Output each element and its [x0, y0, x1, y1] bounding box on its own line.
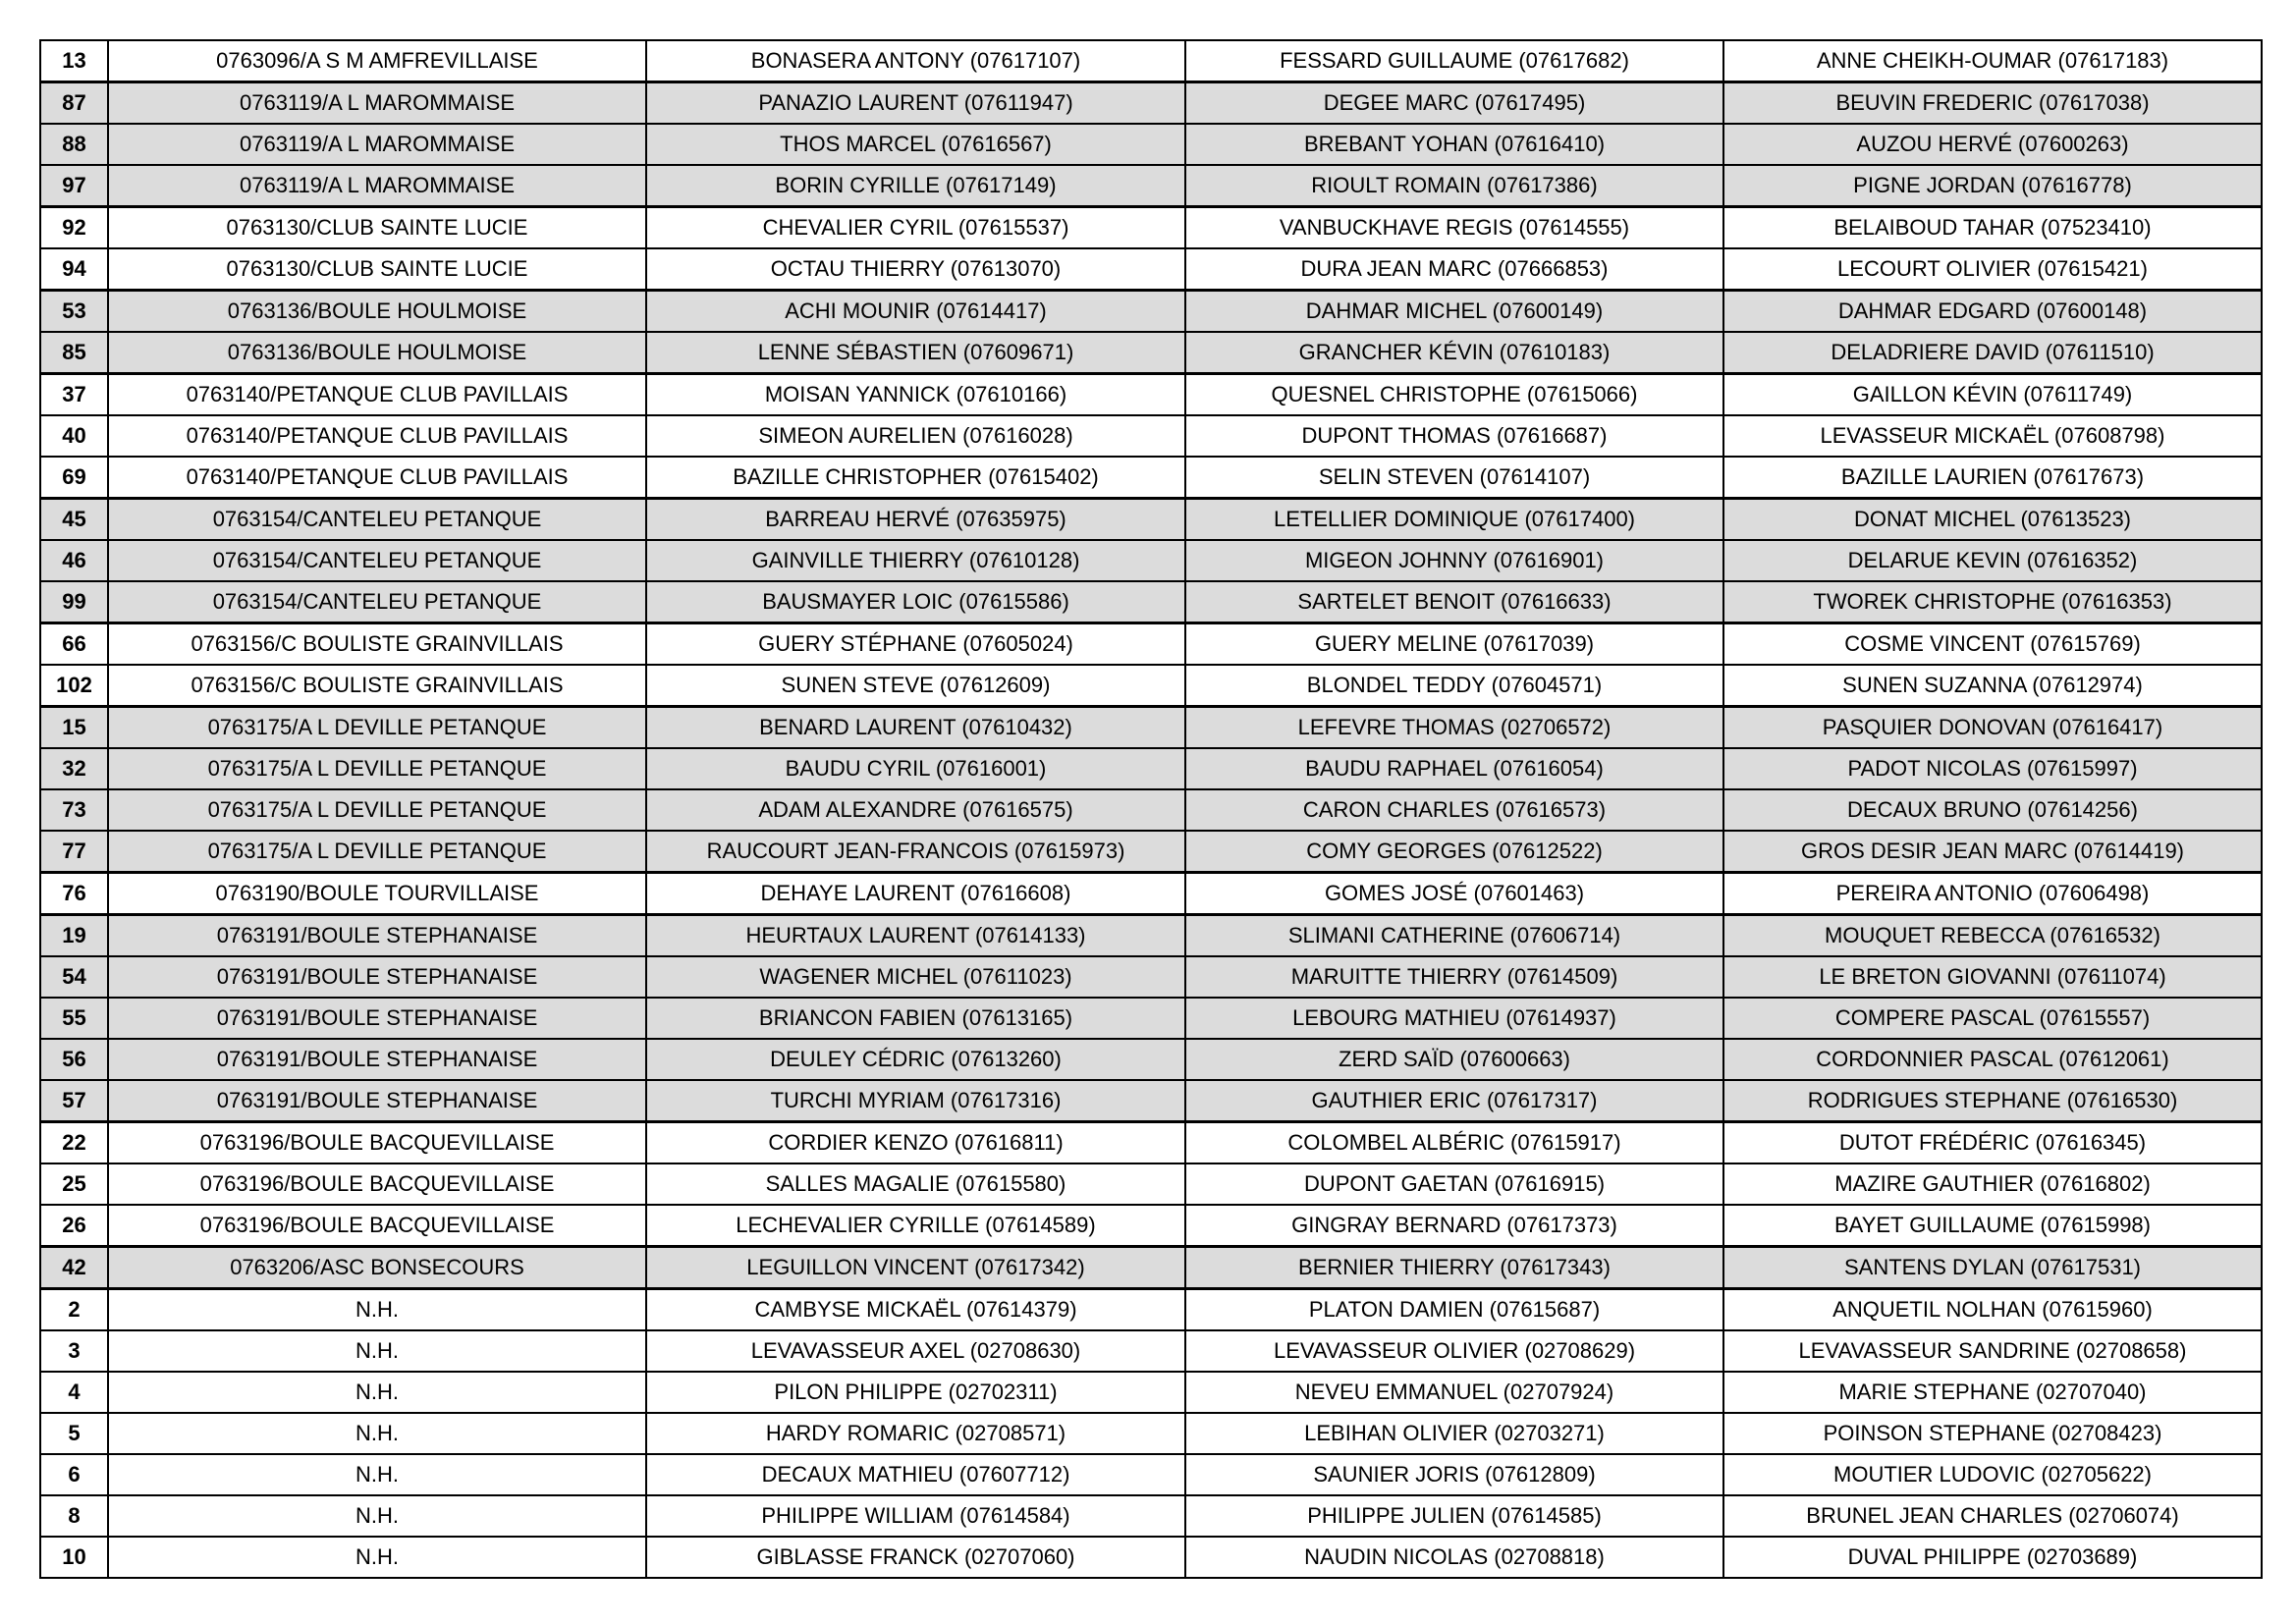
- player-3-cell: TWOREK CHRISTOPHE (07616353): [1723, 581, 2262, 623]
- player-1-cell: BAUDU CYRIL (07616001): [646, 748, 1185, 789]
- team-number-cell: 13: [40, 40, 108, 82]
- table-row: [40, 581, 2262, 623]
- player-3-cell: PEREIRA ANTONIO (07606498): [1723, 873, 2262, 915]
- player-3-cell: PADOT NICOLAS (07615997): [1723, 748, 2262, 789]
- player-1-cell: GIBLASSE FRANCK (02707060): [646, 1537, 1185, 1578]
- table-row: [40, 374, 2262, 416]
- club-cell: 0763130/CLUB SAINTE LUCIE: [108, 207, 646, 249]
- team-number-cell: 92: [40, 207, 108, 249]
- player-3-cell: AUZOU HERVÉ (07600263): [1723, 124, 2262, 165]
- player-2-cell: DUPONT THOMAS (07616687): [1185, 415, 1723, 457]
- club-cell: N.H.: [108, 1330, 646, 1372]
- table-row: [40, 789, 2262, 831]
- club-cell: 0763156/C BOULISTE GRAINVILLAIS: [108, 623, 646, 666]
- player-1-cell: SALLES MAGALIE (07615580): [646, 1163, 1185, 1205]
- club-cell: 0763190/BOULE TOURVILLAISE: [108, 873, 646, 915]
- team-number-cell: 37: [40, 374, 108, 416]
- player-2-cell: GINGRAY BERNARD (07617373): [1185, 1205, 1723, 1247]
- player-3-cell: LE BRETON GIOVANNI (07611074): [1723, 956, 2262, 998]
- player-1-cell: BENARD LAURENT (07610432): [646, 707, 1185, 749]
- player-3-cell: SUNEN SUZANNA (07612974): [1723, 665, 2262, 707]
- player-2-cell: COLOMBEL ALBÉRIC (07615917): [1185, 1122, 1723, 1164]
- team-number-cell: 42: [40, 1247, 108, 1289]
- teams-table-body: [40, 40, 2262, 1578]
- table-row: [40, 665, 2262, 707]
- club-cell: N.H.: [108, 1289, 646, 1331]
- player-1-cell: WAGENER MICHEL (07611023): [646, 956, 1185, 998]
- player-2-cell: CARON CHARLES (07616573): [1185, 789, 1723, 831]
- club-cell: N.H.: [108, 1495, 646, 1537]
- club-cell: 0763175/A L DEVILLE PETANQUE: [108, 789, 646, 831]
- club-cell: 0763175/A L DEVILLE PETANQUE: [108, 748, 646, 789]
- player-2-cell: BAUDU RAPHAEL (07616054): [1185, 748, 1723, 789]
- club-cell: 0763191/BOULE STEPHANAISE: [108, 956, 646, 998]
- club-cell: N.H.: [108, 1537, 646, 1578]
- player-1-cell: LEVAVASSEUR AXEL (02708630): [646, 1330, 1185, 1372]
- player-2-cell: LETELLIER DOMINIQUE (07617400): [1185, 499, 1723, 541]
- table-row: [40, 873, 2262, 915]
- team-number-cell: 19: [40, 915, 108, 957]
- player-1-cell: ACHI MOUNIR (07614417): [646, 291, 1185, 333]
- player-1-cell: PHILIPPE WILLIAM (07614584): [646, 1495, 1185, 1537]
- club-cell: 0763119/A L MAROMMAISE: [108, 82, 646, 125]
- club-cell: 0763154/CANTELEU PETANQUE: [108, 540, 646, 581]
- table-row: [40, 1122, 2262, 1164]
- player-1-cell: BARREAU HERVÉ (07635975): [646, 499, 1185, 541]
- club-cell: 0763140/PETANQUE CLUB PAVILLAIS: [108, 415, 646, 457]
- player-3-cell: LEVAVASSEUR SANDRINE (02708658): [1723, 1330, 2262, 1372]
- player-2-cell: GUERY MELINE (07617039): [1185, 623, 1723, 666]
- table-row: [40, 1330, 2262, 1372]
- player-1-cell: ADAM ALEXANDRE (07616575): [646, 789, 1185, 831]
- player-2-cell: NEVEU EMMANUEL (02707924): [1185, 1372, 1723, 1413]
- player-3-cell: DUTOT FRÉDÉRIC (07616345): [1723, 1122, 2262, 1164]
- player-3-cell: GROS DESIR JEAN MARC (07614419): [1723, 831, 2262, 873]
- player-3-cell: DECAUX BRUNO (07614256): [1723, 789, 2262, 831]
- player-3-cell: DAHMAR EDGARD (07600148): [1723, 291, 2262, 333]
- player-2-cell: GOMES JOSÉ (07601463): [1185, 873, 1723, 915]
- player-3-cell: BAYET GUILLAUME (07615998): [1723, 1205, 2262, 1247]
- team-number-cell: 40: [40, 415, 108, 457]
- player-3-cell: BAZILLE LAURIEN (07617673): [1723, 457, 2262, 499]
- player-2-cell: SELIN STEVEN (07614107): [1185, 457, 1723, 499]
- player-2-cell: DURA JEAN MARC (07666853): [1185, 248, 1723, 291]
- player-3-cell: COMPERE PASCAL (07615557): [1723, 998, 2262, 1039]
- club-cell: 0763206/ASC BONSECOURS: [108, 1247, 646, 1289]
- team-number-cell: 69: [40, 457, 108, 499]
- player-2-cell: GRANCHER KÉVIN (07610183): [1185, 332, 1723, 374]
- player-2-cell: LEBIHAN OLIVIER (02703271): [1185, 1413, 1723, 1454]
- table-row: [40, 1247, 2262, 1289]
- player-1-cell: THOS MARCEL (07616567): [646, 124, 1185, 165]
- table-row: [40, 165, 2262, 207]
- club-cell: 0763175/A L DEVILLE PETANQUE: [108, 707, 646, 749]
- player-1-cell: CHEVALIER CYRIL (07615537): [646, 207, 1185, 249]
- club-cell: 0763196/BOULE BACQUEVILLAISE: [108, 1205, 646, 1247]
- player-1-cell: MOISAN YANNICK (07610166): [646, 374, 1185, 416]
- team-number-cell: 97: [40, 165, 108, 207]
- player-3-cell: ANQUETIL NOLHAN (07615960): [1723, 1289, 2262, 1331]
- player-2-cell: ZERD SAÏD (07600663): [1185, 1039, 1723, 1080]
- club-cell: 0763196/BOULE BACQUEVILLAISE: [108, 1122, 646, 1164]
- player-2-cell: BERNIER THIERRY (07617343): [1185, 1247, 1723, 1289]
- player-2-cell: PLATON DAMIEN (07615687): [1185, 1289, 1723, 1331]
- club-cell: N.H.: [108, 1454, 646, 1495]
- player-3-cell: MAZIRE GAUTHIER (07616802): [1723, 1163, 2262, 1205]
- player-2-cell: LEFEVRE THOMAS (02706572): [1185, 707, 1723, 749]
- team-number-cell: 3: [40, 1330, 108, 1372]
- player-1-cell: LENNE SÉBASTIEN (07609671): [646, 332, 1185, 374]
- team-number-cell: 46: [40, 540, 108, 581]
- player-1-cell: BAUSMAYER LOIC (07615586): [646, 581, 1185, 623]
- team-number-cell: 26: [40, 1205, 108, 1247]
- player-3-cell: RODRIGUES STEPHANE (07616530): [1723, 1080, 2262, 1122]
- player-3-cell: DUVAL PHILIPPE (02703689): [1723, 1537, 2262, 1578]
- player-2-cell: LEBOURG MATHIEU (07614937): [1185, 998, 1723, 1039]
- player-2-cell: SARTELET BENOIT (07616633): [1185, 581, 1723, 623]
- player-2-cell: FESSARD GUILLAUME (07617682): [1185, 40, 1723, 82]
- player-1-cell: DECAUX MATHIEU (07607712): [646, 1454, 1185, 1495]
- player-3-cell: BEUVIN FREDERIC (07617038): [1723, 82, 2262, 125]
- player-3-cell: DELARUE KEVIN (07616352): [1723, 540, 2262, 581]
- table-row: [40, 707, 2262, 749]
- player-2-cell: BLONDEL TEDDY (07604571): [1185, 665, 1723, 707]
- club-cell: 0763191/BOULE STEPHANAISE: [108, 998, 646, 1039]
- player-1-cell: DEULEY CÉDRIC (07613260): [646, 1039, 1185, 1080]
- player-2-cell: SAUNIER JORIS (07612809): [1185, 1454, 1723, 1495]
- table-row: [40, 124, 2262, 165]
- table-row: [40, 1454, 2262, 1495]
- team-number-cell: 55: [40, 998, 108, 1039]
- team-number-cell: 56: [40, 1039, 108, 1080]
- club-cell: N.H.: [108, 1372, 646, 1413]
- club-cell: 0763191/BOULE STEPHANAISE: [108, 1080, 646, 1122]
- team-number-cell: 45: [40, 499, 108, 541]
- player-1-cell: BORIN CYRILLE (07617149): [646, 165, 1185, 207]
- table-row: [40, 540, 2262, 581]
- club-cell: 0763140/PETANQUE CLUB PAVILLAIS: [108, 457, 646, 499]
- team-number-cell: 22: [40, 1122, 108, 1164]
- player-3-cell: COSME VINCENT (07615769): [1723, 623, 2262, 666]
- player-2-cell: DEGEE MARC (07617495): [1185, 82, 1723, 125]
- table-row: [40, 40, 2262, 82]
- player-1-cell: LECHEVALIER CYRILLE (07614589): [646, 1205, 1185, 1247]
- table-row: [40, 457, 2262, 499]
- team-number-cell: 25: [40, 1163, 108, 1205]
- player-3-cell: MARIE STEPHANE (02707040): [1723, 1372, 2262, 1413]
- player-1-cell: CORDIER KENZO (07616811): [646, 1122, 1185, 1164]
- club-cell: 0763140/PETANQUE CLUB PAVILLAIS: [108, 374, 646, 416]
- club-cell: 0763136/BOULE HOULMOISE: [108, 332, 646, 374]
- team-number-cell: 5: [40, 1413, 108, 1454]
- player-2-cell: NAUDIN NICOLAS (02708818): [1185, 1537, 1723, 1578]
- club-cell: 0763130/CLUB SAINTE LUCIE: [108, 248, 646, 291]
- player-2-cell: PHILIPPE JULIEN (07614585): [1185, 1495, 1723, 1537]
- player-3-cell: MOUQUET REBECCA (07616532): [1723, 915, 2262, 957]
- club-cell: 0763154/CANTELEU PETANQUE: [108, 581, 646, 623]
- team-number-cell: 99: [40, 581, 108, 623]
- team-number-cell: 77: [40, 831, 108, 873]
- table-row: [40, 1372, 2262, 1413]
- player-3-cell: LEVASSEUR MICKAËL (07608798): [1723, 415, 2262, 457]
- club-cell: 0763096/A S M AMFREVILLAISE: [108, 40, 646, 82]
- player-1-cell: GUERY STÉPHANE (07605024): [646, 623, 1185, 666]
- player-3-cell: POINSON STEPHANE (02708423): [1723, 1413, 2262, 1454]
- player-1-cell: HEURTAUX LAURENT (07614133): [646, 915, 1185, 957]
- table-row: [40, 1080, 2262, 1122]
- team-number-cell: 57: [40, 1080, 108, 1122]
- table-row: [40, 291, 2262, 333]
- team-number-cell: 87: [40, 82, 108, 125]
- table-row: [40, 248, 2262, 291]
- table-row: [40, 332, 2262, 374]
- table-row: [40, 1413, 2262, 1454]
- team-number-cell: 66: [40, 623, 108, 666]
- player-1-cell: CAMBYSE MICKAËL (07614379): [646, 1289, 1185, 1331]
- player-1-cell: PILON PHILIPPE (02702311): [646, 1372, 1185, 1413]
- table-row: [40, 623, 2262, 666]
- table-row: [40, 831, 2262, 873]
- club-cell: 0763191/BOULE STEPHANAISE: [108, 915, 646, 957]
- player-1-cell: BAZILLE CHRISTOPHER (07615402): [646, 457, 1185, 499]
- teams-table: [39, 39, 2263, 1579]
- table-row: [40, 1537, 2262, 1578]
- table-row: [40, 1495, 2262, 1537]
- player-1-cell: GAINVILLE THIERRY (07610128): [646, 540, 1185, 581]
- player-1-cell: DEHAYE LAURENT (07616608): [646, 873, 1185, 915]
- player-1-cell: SUNEN STEVE (07612609): [646, 665, 1185, 707]
- player-3-cell: MOUTIER LUDOVIC (02705622): [1723, 1454, 2262, 1495]
- club-cell: 0763196/BOULE BACQUEVILLAISE: [108, 1163, 646, 1205]
- player-1-cell: BONASERA ANTONY (07617107): [646, 40, 1185, 82]
- table-row: [40, 1289, 2262, 1331]
- player-2-cell: BREBANT YOHAN (07616410): [1185, 124, 1723, 165]
- player-3-cell: BELAIBOUD TAHAR (07523410): [1723, 207, 2262, 249]
- player-2-cell: COMY GEORGES (07612522): [1185, 831, 1723, 873]
- player-1-cell: BRIANCON FABIEN (07613165): [646, 998, 1185, 1039]
- table-row: [40, 1163, 2262, 1205]
- table-row: [40, 915, 2262, 957]
- table-row: [40, 956, 2262, 998]
- team-number-cell: 10: [40, 1537, 108, 1578]
- team-number-cell: 94: [40, 248, 108, 291]
- team-number-cell: 4: [40, 1372, 108, 1413]
- player-1-cell: SIMEON AURELIEN (07616028): [646, 415, 1185, 457]
- table-row: [40, 998, 2262, 1039]
- team-number-cell: 76: [40, 873, 108, 915]
- player-1-cell: LEGUILLON VINCENT (07617342): [646, 1247, 1185, 1289]
- player-3-cell: ANNE CHEIKH-OUMAR (07617183): [1723, 40, 2262, 82]
- club-cell: 0763119/A L MAROMMAISE: [108, 124, 646, 165]
- table-row: [40, 748, 2262, 789]
- team-number-cell: 73: [40, 789, 108, 831]
- table-row: [40, 1205, 2262, 1247]
- club-cell: N.H.: [108, 1413, 646, 1454]
- player-2-cell: SLIMANI CATHERINE (07606714): [1185, 915, 1723, 957]
- player-3-cell: DELADRIERE DAVID (07611510): [1723, 332, 2262, 374]
- player-1-cell: RAUCOURT JEAN-FRANCOIS (07615973): [646, 831, 1185, 873]
- team-number-cell: 88: [40, 124, 108, 165]
- table-row: [40, 499, 2262, 541]
- player-3-cell: DONAT MICHEL (07613523): [1723, 499, 2262, 541]
- player-2-cell: RIOULT ROMAIN (07617386): [1185, 165, 1723, 207]
- player-2-cell: LEVAVASSEUR OLIVIER (02708629): [1185, 1330, 1723, 1372]
- table-row: [40, 1039, 2262, 1080]
- team-number-cell: 8: [40, 1495, 108, 1537]
- player-2-cell: MARUITTE THIERRY (07614509): [1185, 956, 1723, 998]
- player-2-cell: QUESNEL CHRISTOPHE (07615066): [1185, 374, 1723, 416]
- team-number-cell: 85: [40, 332, 108, 374]
- club-cell: 0763136/BOULE HOULMOISE: [108, 291, 646, 333]
- club-cell: 0763175/A L DEVILLE PETANQUE: [108, 831, 646, 873]
- player-3-cell: PIGNE JORDAN (07616778): [1723, 165, 2262, 207]
- player-2-cell: DAHMAR MICHEL (07600149): [1185, 291, 1723, 333]
- player-1-cell: OCTAU THIERRY (07613070): [646, 248, 1185, 291]
- player-3-cell: CORDONNIER PASCAL (07612061): [1723, 1039, 2262, 1080]
- player-3-cell: SANTENS DYLAN (07617531): [1723, 1247, 2262, 1289]
- club-cell: 0763119/A L MAROMMAISE: [108, 165, 646, 207]
- player-2-cell: MIGEON JOHNNY (07616901): [1185, 540, 1723, 581]
- table-row: [40, 415, 2262, 457]
- player-3-cell: PASQUIER DONOVAN (07616417): [1723, 707, 2262, 749]
- player-1-cell: PANAZIO LAURENT (07611947): [646, 82, 1185, 125]
- player-1-cell: TURCHI MYRIAM (07617316): [646, 1080, 1185, 1122]
- player-1-cell: HARDY ROMARIC (02708571): [646, 1413, 1185, 1454]
- table-row: [40, 82, 2262, 125]
- table-row: [40, 207, 2262, 249]
- player-3-cell: LECOURT OLIVIER (07615421): [1723, 248, 2262, 291]
- player-2-cell: VANBUCKHAVE REGIS (07614555): [1185, 207, 1723, 249]
- player-3-cell: BRUNEL JEAN CHARLES (02706074): [1723, 1495, 2262, 1537]
- player-3-cell: GAILLON KÉVIN (07611749): [1723, 374, 2262, 416]
- club-cell: 0763156/C BOULISTE GRAINVILLAIS: [108, 665, 646, 707]
- team-number-cell: 102: [40, 665, 108, 707]
- team-number-cell: 54: [40, 956, 108, 998]
- team-number-cell: 2: [40, 1289, 108, 1331]
- player-2-cell: GAUTHIER ERIC (07617317): [1185, 1080, 1723, 1122]
- player-2-cell: DUPONT GAETAN (07616915): [1185, 1163, 1723, 1205]
- team-number-cell: 53: [40, 291, 108, 333]
- team-number-cell: 6: [40, 1454, 108, 1495]
- club-cell: 0763154/CANTELEU PETANQUE: [108, 499, 646, 541]
- club-cell: 0763191/BOULE STEPHANAISE: [108, 1039, 646, 1080]
- team-number-cell: 32: [40, 748, 108, 789]
- team-number-cell: 15: [40, 707, 108, 749]
